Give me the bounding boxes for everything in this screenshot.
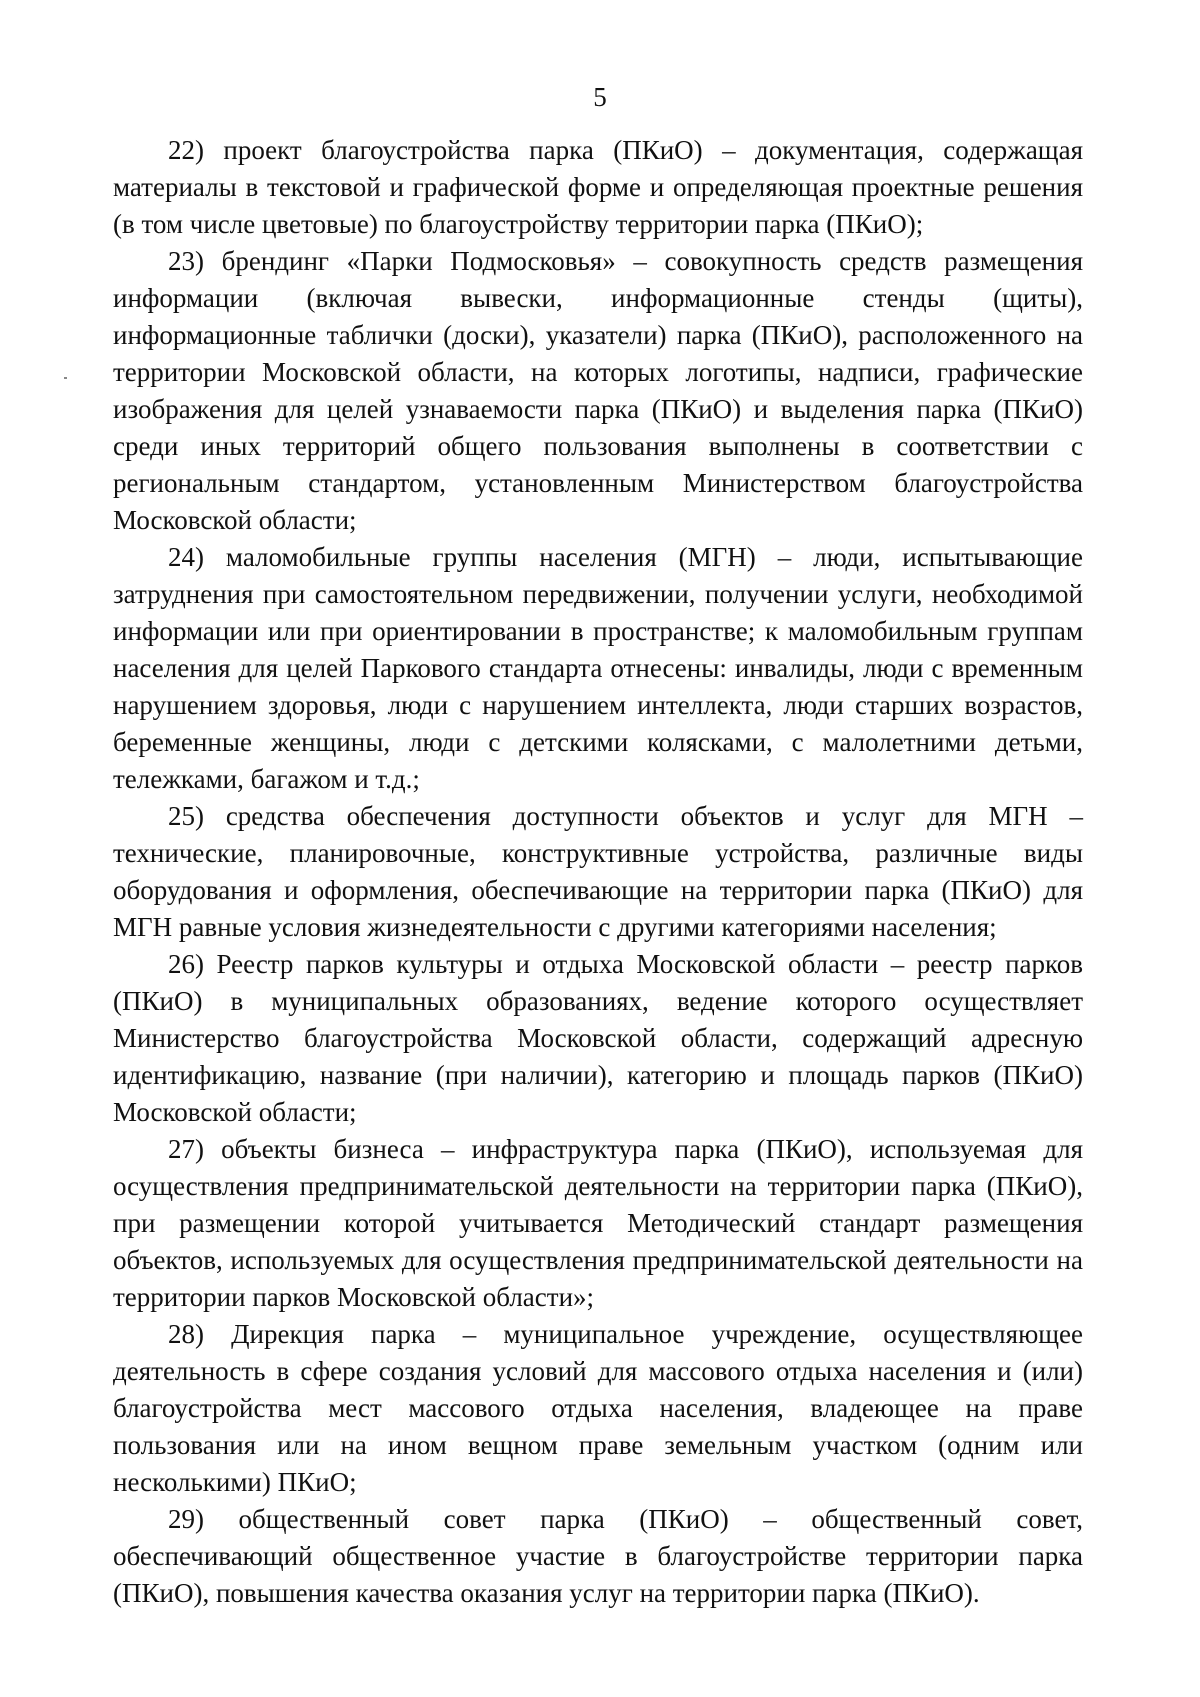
definition-item-24: 24) маломобильные группы населения (МГН) – люди, испытывающие затруднения при самостоятельном передвижении, получении услуги, необходимой информации или при ориентировании в пространстве; к маломобильным группам населения для целей Паркового стандарта отнесены: инвалиды, люди с временным нарушением здоровья, люди с нарушением интеллекта, люди старших возрастов, беременные женщины, люди с детскими колясками, с малолетними детьми, тележками, багажом и т.д.; — [113, 542, 1083, 794]
definition-item-23: 23) брендинг «Парки Подмосковья» – совокупность средств размещения информации (включая вывески, информационные стенды (щиты), информационные таблички (доски), указатели) парка (ПКиО), расположенного на территории Московской области, на которых логотипы, надписи, графические изображения для целей узнаваемости парка (ПКиО) и выделения парка (ПКиО) среди иных территорий общего пользования выполнены в соответствии с региональным стандартом, установленным Министерством благоустройства Московской области; — [113, 246, 1083, 535]
scan-speck — [64, 377, 67, 379]
definition-item-26: 26) Реестр парков культуры и отдыха Московской области – реестр парков (ПКиО) в муниципальных образованиях, ведение которого осуществляет Министерство благоустройства Московской области, содержащий адресную идентификацию, название (при наличии), категорию и площадь парков (ПКиО) Московской области; — [113, 949, 1083, 1127]
page-number: 5 — [593, 82, 607, 112]
definition-item-22: 22) проект благоустройства парка (ПКиО) – документация, содержащая материалы в текстовой и графической форме и определяющая проектные решения (в том числе цветовые) по благоустройству территории парка (ПКиО); — [113, 135, 1083, 239]
definitions-list — [113, 132, 1083, 1612]
definition-item-27: 27) объекты бизнеса – инфраструктура парка (ПКиО), используемая для осуществления предпринимательской деятельности на территории парка (ПКиО), при размещении которой учитывается Методический стандарт размещения объектов, используемых для осуществления предпринимательской деятельности на территории парков Московской области»; — [113, 1134, 1083, 1312]
definition-item-28: 28) Дирекция парка – муниципальное учреждение, осуществляющее деятельность в сфере создания условий для массового отдыха населения и (или) благоустройства мест массового отдыха населения, владеющее на праве пользования или на ином вещном праве земельным участком (одним или несколькими) ПКиО; — [113, 1319, 1083, 1497]
definition-item-29: 29) общественный совет парка (ПКиО) – общественный совет, обеспечивающий общественное участие в благоустройстве территории парка (ПКиО), повышения качества оказания услуг на территории парка (ПКиО). — [113, 1504, 1083, 1608]
definition-item-25: 25) средства обеспечения доступности объектов и услуг для МГН – технические, планировочные, конструктивные устройства, различные виды оборудования и оформления, обеспечивающие на территории парка (ПКиО) для МГН равные условия жизнедеятельности с другими категориями населения; — [113, 801, 1083, 942]
